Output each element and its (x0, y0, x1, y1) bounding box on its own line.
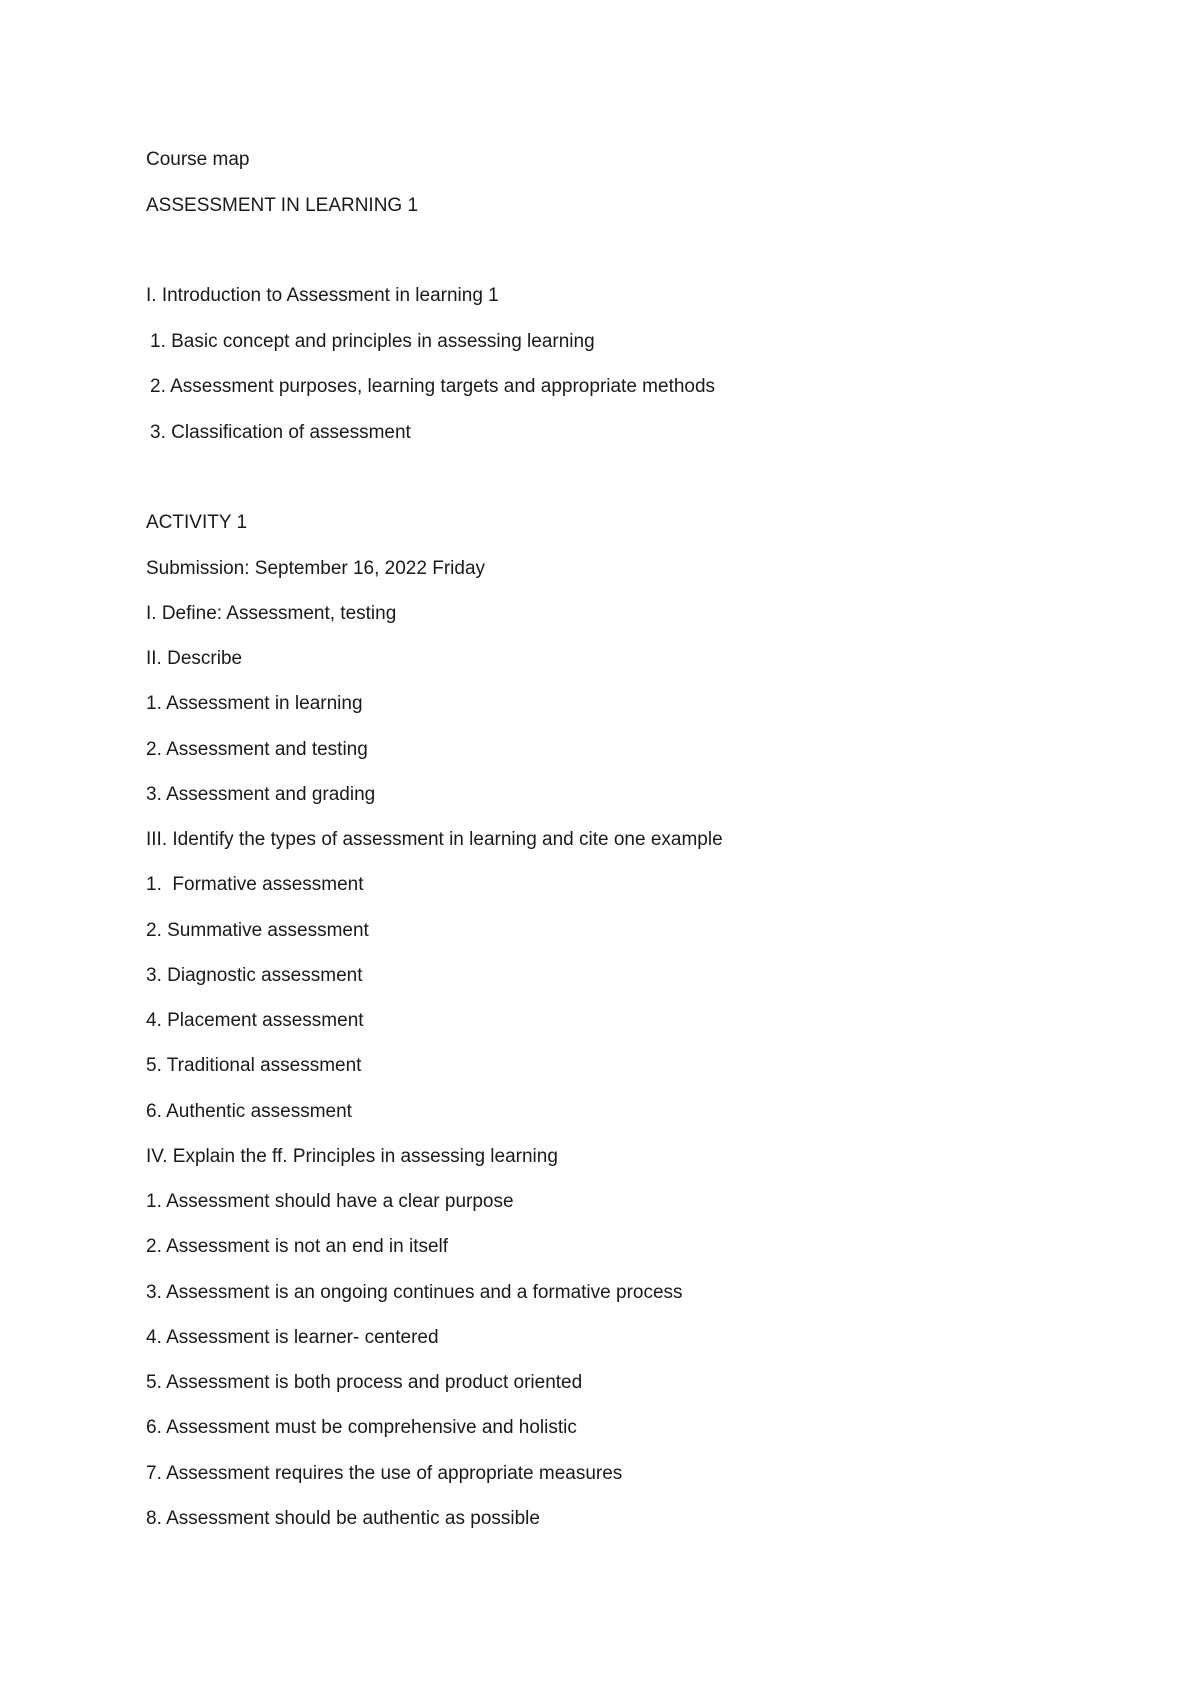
assessment-type-item: 2. Summative assessment (146, 920, 369, 941)
part-one-define: I. Define: Assessment, testing (146, 603, 397, 624)
assessment-type-item: 3. Diagnostic assessment (146, 965, 363, 986)
principle-item: 5. Assessment is both process and product oriented (146, 1372, 583, 1393)
part-three-identify: III. Identify the types of assessment in learning and cite one example (146, 829, 723, 850)
course-map-label: Course map (146, 149, 250, 170)
section-topic: 2. Assessment purposes, learning targets and appropriate methods (150, 376, 716, 397)
principle-item: 6. Assessment must be comprehensive and holistic (146, 1417, 577, 1438)
section-topic: 3. Classification of assessment (150, 422, 411, 443)
principle-item: 1. Assessment should have a clear purpose (146, 1191, 514, 1212)
section-heading: I. Introduction to Assessment in learning 1 (146, 285, 499, 306)
principle-item: 7. Assessment requires the use of appropriate measures (146, 1463, 623, 1484)
principle-item: 2. Assessment is not an end in itself (146, 1236, 449, 1257)
part-two-describe: II. Describe (146, 648, 243, 669)
describe-item: 2. Assessment and testing (146, 739, 368, 760)
describe-item: 1. Assessment in learning (146, 693, 363, 714)
course-title: ASSESSMENT IN LEARNING 1 (146, 195, 419, 216)
section-topic: 1. Basic concept and principles in assessing learning (150, 331, 595, 352)
submission-date: Submission: September 16, 2022 Friday (146, 558, 486, 579)
describe-item: 3. Assessment and grading (146, 784, 376, 805)
part-four-explain: IV. Explain the ff. Principles in assessing learning (146, 1146, 558, 1167)
principle-item: 3. Assessment is an ongoing continues and a formative process (146, 1282, 683, 1303)
assessment-type-item: 6. Authentic assessment (146, 1101, 352, 1122)
activity-title: ACTIVITY 1 (146, 512, 248, 533)
assessment-type-item: 1. Formative assessment (146, 874, 364, 895)
assessment-type-item: 4. Placement assessment (146, 1010, 364, 1031)
assessment-type-item: 5. Traditional assessment (146, 1055, 362, 1076)
principle-item: 8. Assessment should be authentic as possible (146, 1508, 540, 1529)
principle-item: 4. Assessment is learner- centered (146, 1327, 439, 1348)
